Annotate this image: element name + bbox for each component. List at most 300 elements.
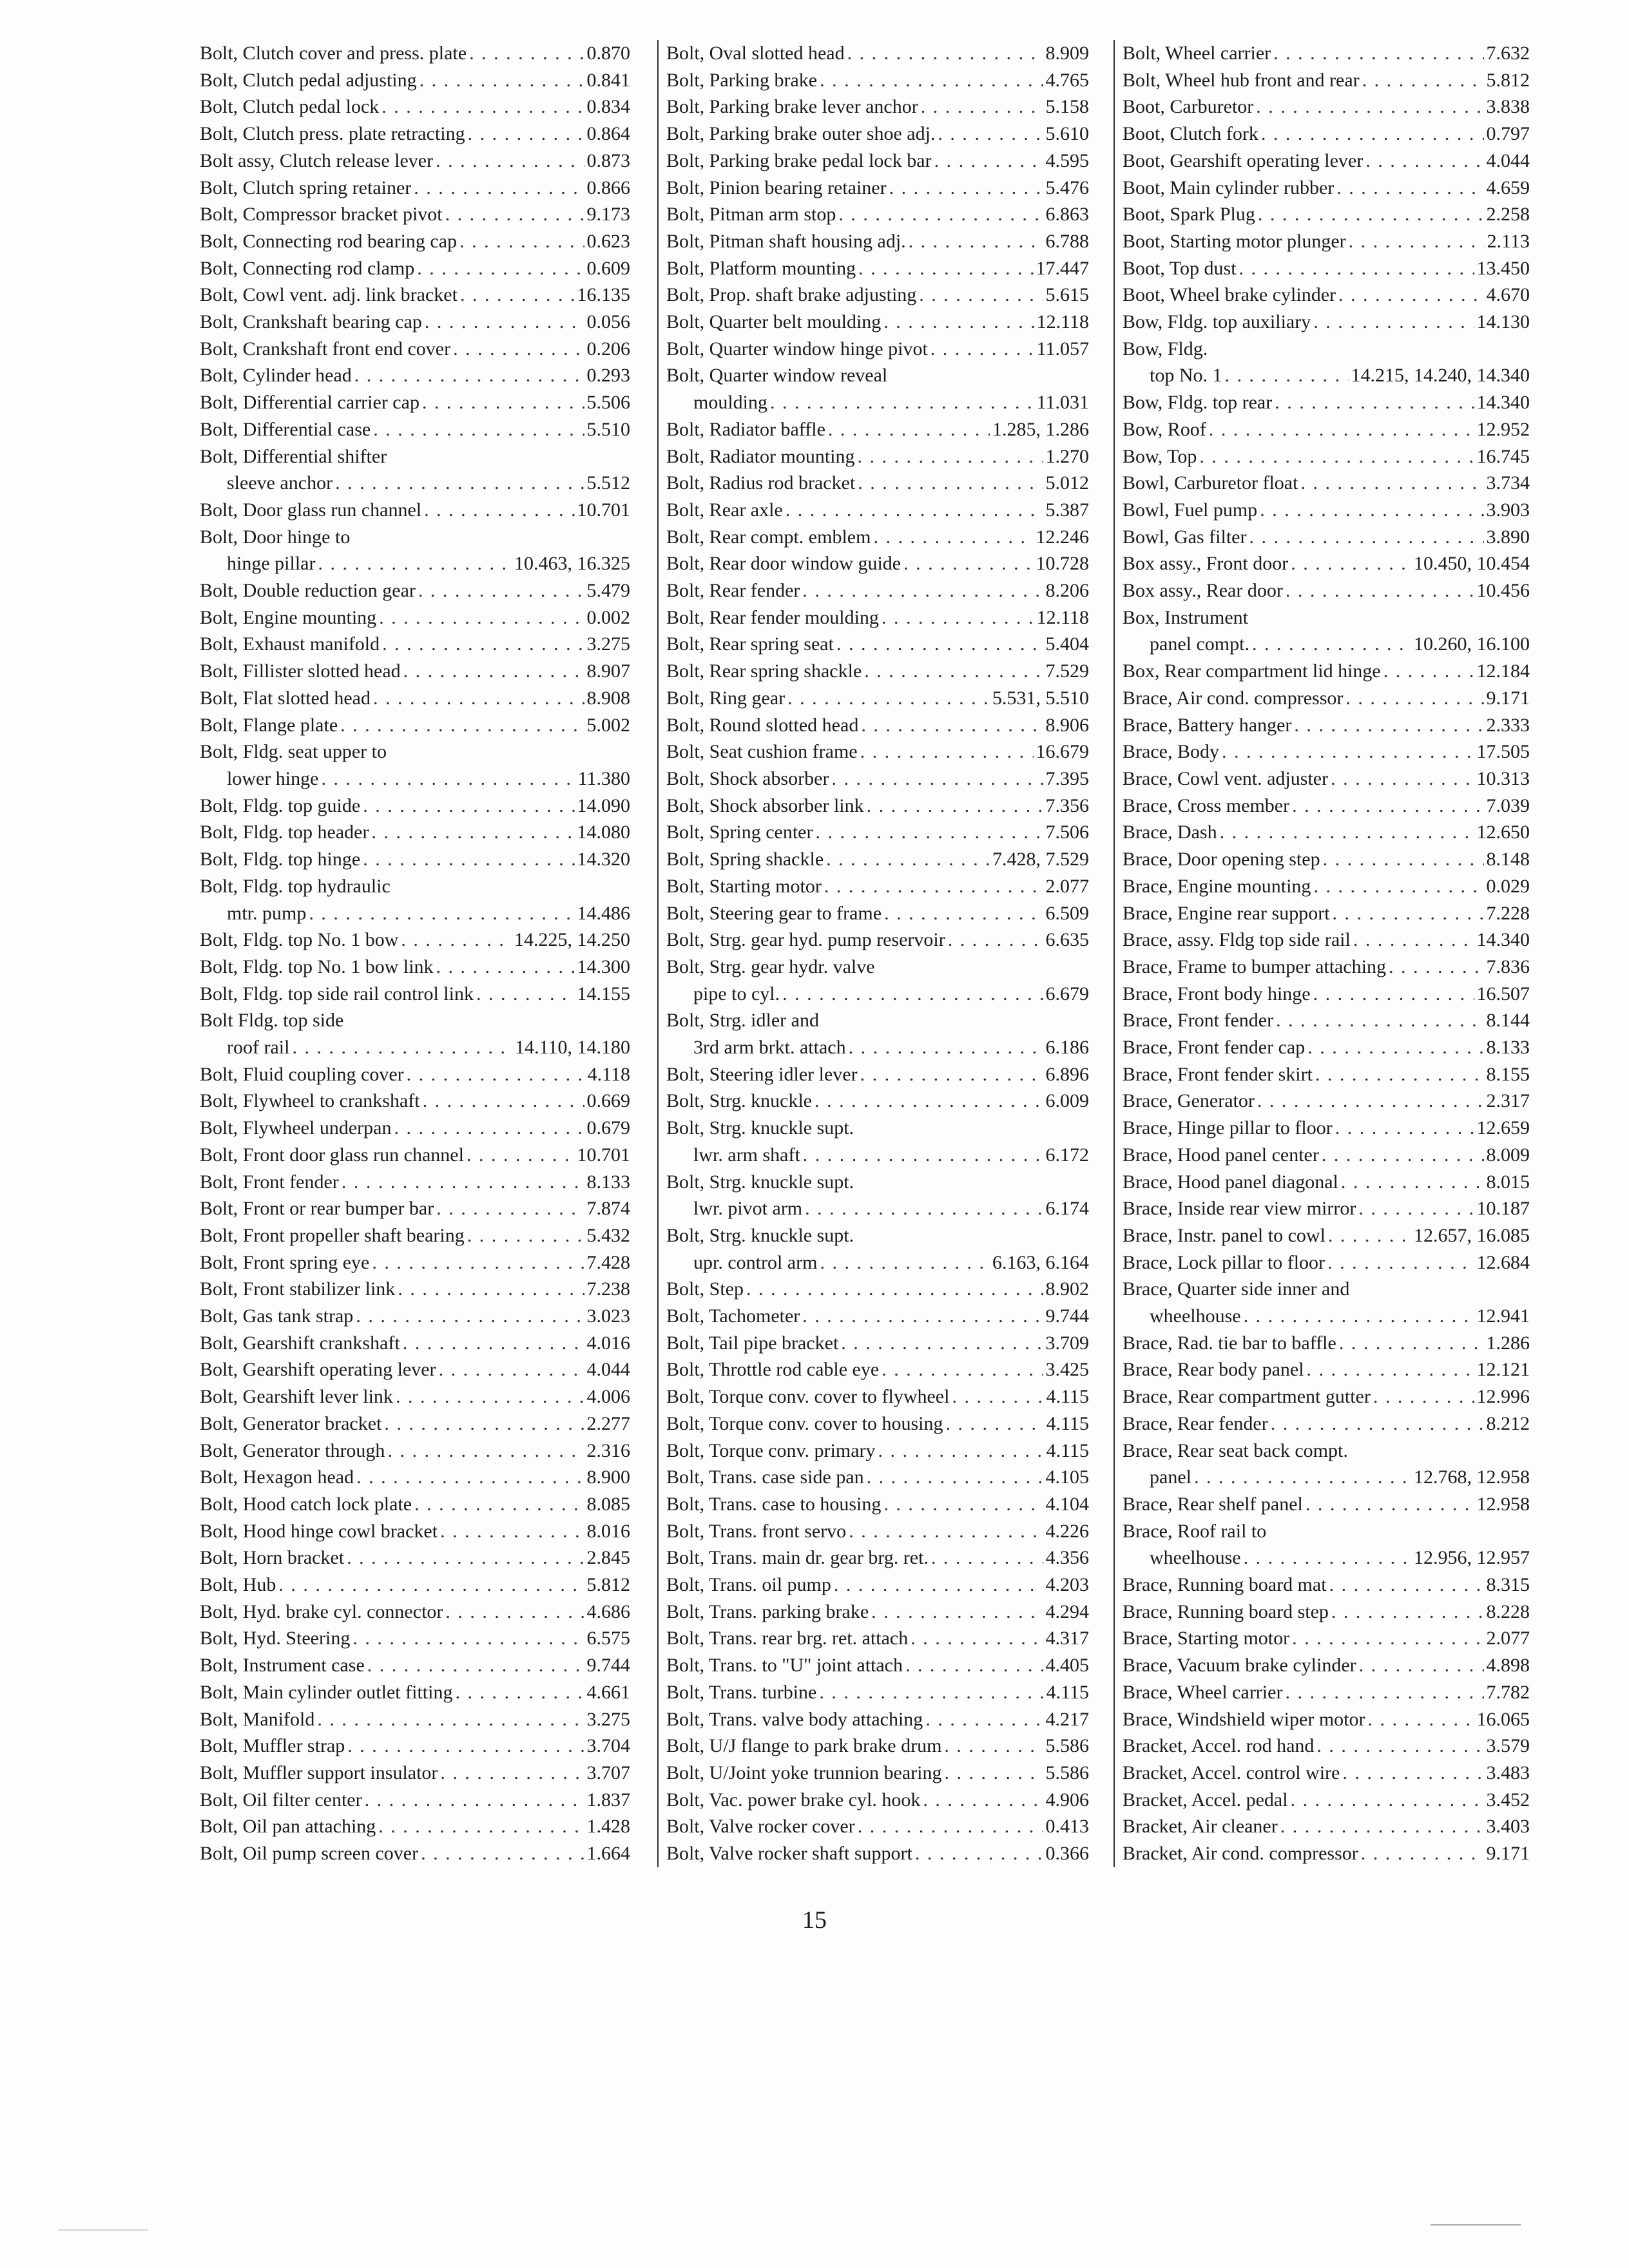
entry-reference: 2.333 (1486, 714, 1530, 736)
index-entry (666, 1599, 1089, 1626)
entry-reference: 8.085 (586, 1493, 630, 1515)
entry-term: Bolt, Front stabilizer link (200, 1278, 396, 1300)
entry-term: Bolt, Torque conv. primary (666, 1439, 876, 1461)
index-entry (1123, 1383, 1530, 1410)
dot-leader (1389, 954, 1483, 981)
entry-term: Bolt, Front spring eye (200, 1251, 370, 1273)
entry-reference: 2.845 (586, 1547, 630, 1569)
index-entry (1123, 846, 1530, 873)
index-entry (666, 658, 1089, 685)
entry-reference: 5.510 (586, 418, 630, 440)
entry-term: Bolt, Spring shackle (666, 849, 824, 870)
index-entry (666, 1491, 1089, 1518)
index-entry (1123, 577, 1530, 604)
entry-line (666, 631, 1089, 658)
entry-line (1123, 1840, 1530, 1867)
entry-reference: 12.941 (1476, 1305, 1530, 1327)
entry-line (1123, 1491, 1530, 1518)
dot-leader (1220, 819, 1474, 846)
index-entry (1123, 1571, 1530, 1599)
entry-term: Bolt, Hood hinge cowl bracket (200, 1520, 438, 1542)
entry-line (666, 1276, 1089, 1303)
entry-term: Bolt, Main cylinder outlet fitting (200, 1681, 453, 1703)
entry-line (200, 1625, 630, 1652)
index-entry (666, 819, 1089, 846)
index-entry (200, 1088, 630, 1115)
entry-term: lower hinge (227, 767, 319, 789)
entry-line (666, 120, 1089, 148)
entry-line (666, 470, 1089, 497)
entry-term: Bolt, Hexagon head (200, 1466, 354, 1488)
index-entry (1123, 1706, 1530, 1733)
entry-reference: 5.531, 5.510 (992, 687, 1089, 709)
entry-reference: 4.118 (587, 1063, 630, 1085)
dot-leader (867, 1464, 1043, 1491)
entry-reference: 10.450, 10.454 (1414, 553, 1530, 575)
entry-term: Bolt, Vac. power brake cyl. hook (666, 1789, 921, 1811)
entry-reference: 5.387 (1045, 499, 1089, 521)
entry-reference: 1.837 (586, 1789, 630, 1811)
entry-term: Bolt, Compressor bracket pivot (200, 204, 443, 226)
dot-leader (1331, 765, 1474, 793)
entry-term: Bolt, Front door glass run channel (200, 1144, 464, 1166)
entry-line (200, 228, 630, 255)
dot-leader (803, 1142, 1043, 1169)
entry-term: Bolt, Clutch press. plate retracting (200, 123, 465, 145)
dot-leader (347, 1544, 584, 1571)
dot-leader (1273, 40, 1483, 67)
index-entry (200, 846, 630, 873)
entry-term: Bolt, Clutch cover and press. plate (200, 43, 467, 64)
entry-line (1123, 120, 1530, 148)
entry-line (666, 550, 1089, 577)
entry-line (1123, 1169, 1530, 1196)
dot-leader (860, 738, 1034, 765)
entry-term: Boot, Gearshift operating lever (1123, 149, 1364, 171)
entry-line (200, 255, 630, 282)
entry-reference: 8.909 (1045, 43, 1089, 64)
entry-term: Bolt, Strg. idler and (666, 1010, 819, 1032)
index-entry (200, 201, 630, 228)
entry-term: Bolt, Instrument case (200, 1655, 365, 1677)
entry-reference: 3.838 (1486, 96, 1530, 118)
entry-line (200, 685, 630, 712)
entry-line (1123, 900, 1530, 927)
entry-reference: 2.277 (586, 1412, 630, 1434)
entry-reference: 4.105 (1045, 1466, 1089, 1488)
entry-term: Bolt, Connecting rod bearing cap (200, 230, 458, 252)
index-entry (666, 1061, 1089, 1088)
entry-term: Bracket, Accel. pedal (1123, 1789, 1288, 1811)
index-entry (666, 1733, 1089, 1760)
entry-term: Brace, Engine mounting (1123, 875, 1311, 897)
dot-leader (1361, 1840, 1484, 1867)
entry-line (200, 148, 630, 175)
entry-term: Bolt, Parking brake outer shoe adj. (666, 123, 936, 145)
dot-leader (1322, 1142, 1484, 1169)
entry-line (200, 1330, 630, 1357)
entry-reference: 16.745 (1476, 445, 1530, 467)
entry-reference: 12.952 (1476, 418, 1530, 440)
dot-leader (467, 1222, 584, 1249)
entry-term: Bolt, Starting motor (666, 875, 822, 897)
dot-leader (460, 282, 575, 309)
entry-term: Brace, Starting motor (1123, 1628, 1290, 1649)
entry-line (666, 1330, 1089, 1357)
dot-leader (453, 336, 584, 363)
entry-term: Bolt, Strg. knuckle (666, 1090, 813, 1112)
entry-line (200, 282, 630, 309)
index-entry (200, 981, 630, 1008)
index-entry (666, 873, 1089, 900)
entry-term: pipe to cyl. (693, 983, 780, 1004)
dot-leader (317, 1706, 584, 1733)
entry-term: Bolt, Round slotted head (666, 714, 859, 736)
entry-reference: 1.664 (586, 1843, 630, 1865)
entry-term: Bolt, Oil pan attaching (200, 1816, 376, 1838)
dot-leader (468, 120, 584, 148)
entry-line (1123, 1760, 1530, 1787)
dot-leader (873, 524, 1033, 551)
index-entry (200, 954, 630, 981)
entry-reference: 4.686 (586, 1600, 630, 1622)
entry-line (200, 1195, 630, 1222)
entry-term: sleeve anchor (227, 472, 333, 494)
entry-line (200, 1222, 630, 1249)
entry-line (666, 1437, 1089, 1465)
entry-reference: 4.356 (1045, 1547, 1089, 1569)
entry-line (200, 1437, 630, 1465)
entry-reference: 10.313 (1476, 767, 1530, 789)
entry-line (200, 1840, 630, 1867)
entry-term: Brace, Dash (1123, 822, 1217, 843)
dot-leader (1258, 201, 1484, 228)
index-entry (1123, 120, 1530, 148)
index-entry (200, 1061, 630, 1088)
index-entry (666, 900, 1089, 927)
entry-line (1123, 497, 1530, 524)
entry-reference: 5.610 (1045, 123, 1089, 145)
entry-line (200, 846, 630, 873)
entry-line (200, 1544, 630, 1571)
index-entry (666, 1437, 1089, 1465)
dot-leader (861, 712, 1043, 739)
entry-reference: 4.006 (586, 1386, 630, 1408)
entry-reference: 14.300 (577, 956, 630, 977)
index-entry (200, 1303, 630, 1330)
entry-term: Bolt assy, Clutch release lever (200, 149, 434, 171)
entry-term: Bolt, Exhaust manifold (200, 633, 380, 655)
entry-term: Bolt, Fldg. top hinge (200, 849, 361, 870)
entry-line (1123, 1813, 1530, 1840)
entry-reference: 12.996 (1476, 1386, 1530, 1408)
dot-leader (1313, 981, 1474, 1008)
entry-line (1123, 927, 1530, 954)
entry-term: Bolt, Manifold (200, 1708, 315, 1730)
dot-leader (1276, 1007, 1483, 1034)
entry-term: Brace, Air cond. compressor (1123, 687, 1344, 709)
entry-term: Brace, Front fender cap (1123, 1037, 1306, 1059)
entry-line (666, 712, 1089, 739)
index-entry (1123, 282, 1530, 309)
dot-leader (309, 900, 574, 927)
entry-reference: 8.907 (586, 660, 630, 682)
index-entry (1123, 981, 1530, 1008)
entry-line (666, 148, 1089, 175)
entry-term: Bolt, Generator through (200, 1439, 385, 1461)
dot-leader (1291, 550, 1411, 577)
entry-term: Bolt, Hub (200, 1574, 276, 1596)
entry-reference: 14.340 (1476, 392, 1530, 414)
dot-leader (467, 1142, 575, 1169)
index-entry (1123, 1115, 1530, 1142)
dot-leader (883, 1491, 1043, 1518)
entry-reference: 14.110, 14.180 (515, 1037, 630, 1059)
dot-leader (815, 819, 1043, 846)
entry-line (1123, 954, 1530, 981)
entry-term: Bolt, Rear door window guide (666, 553, 901, 575)
entry-term: moulding (693, 392, 768, 414)
entry-reference: 12.118 (1036, 311, 1089, 333)
entry-line (666, 873, 1089, 900)
index-entry (1123, 793, 1530, 820)
dot-leader (867, 793, 1043, 820)
entry-reference: 5.506 (586, 392, 630, 414)
index-entry (666, 282, 1089, 309)
entry-term: Brace, Rear shelf panel (1123, 1493, 1303, 1515)
entry-term: mtr. pump (227, 902, 307, 924)
dot-leader (1383, 658, 1474, 685)
entry-term: Bolt, Parking brake pedal lock bar (666, 149, 932, 171)
entry-term: Brace, Generator (1123, 1090, 1255, 1112)
entry-reference: 7.836 (1486, 956, 1530, 977)
dot-leader (1336, 175, 1483, 202)
dot-leader (1294, 712, 1483, 739)
entry-term: Bracket, Air cleaner (1123, 1816, 1278, 1838)
entry-line (1123, 1088, 1530, 1115)
entry-line (666, 685, 1089, 712)
index-entry (200, 120, 630, 148)
entry-term: Brace, assy. Fldg top side rail (1123, 929, 1351, 951)
entry-reference: 0.841 (586, 69, 630, 91)
entry-reference: 10.701 (577, 499, 630, 521)
dot-leader (1306, 1491, 1474, 1518)
entry-reference: 4.661 (586, 1681, 630, 1703)
entry-term: Bolt, Fldg. seat upper to (200, 741, 387, 763)
dot-leader (1339, 1330, 1484, 1357)
index-entry (666, 120, 1089, 148)
entry-term: Bolt, Strg. knuckle supt. (666, 1117, 854, 1139)
dot-leader (1333, 900, 1484, 927)
entry-reference: 10.701 (577, 1144, 630, 1166)
entry-reference: 12.684 (1476, 1251, 1530, 1273)
entry-reference: 5.812 (586, 1574, 630, 1596)
index-entry (200, 1840, 630, 1867)
dot-leader (934, 148, 1043, 175)
entry-term: Brace, Rear body panel (1123, 1359, 1304, 1381)
index-entry (200, 443, 630, 497)
index-entry (200, 1625, 630, 1652)
entry-line (200, 1142, 630, 1169)
entry-reference: 0.366 (1045, 1843, 1089, 1865)
dot-leader (858, 1813, 1043, 1840)
entry-line (666, 1383, 1089, 1410)
entry-line (200, 1464, 630, 1491)
index-entry (200, 793, 630, 820)
entry-term: Bolt, Torque conv. cover to housing (666, 1412, 943, 1434)
index-entry (200, 1706, 630, 1733)
entry-term: Bolt, Radiator baffle (666, 418, 825, 440)
entry-reference: 8.902 (1045, 1278, 1089, 1300)
entry-line (666, 1356, 1089, 1383)
entry-line (1123, 1330, 1530, 1357)
entry-term: Bolt, Gearshift operating lever (200, 1359, 436, 1381)
index-entry (200, 389, 630, 416)
entry-reference: 3.452 (1486, 1789, 1530, 1811)
dot-leader (1313, 873, 1483, 900)
entry-line (1123, 416, 1530, 443)
dot-leader (335, 470, 584, 497)
entry-term: Bolt, Gas tank strap (200, 1305, 354, 1327)
entry-reference: 7.238 (586, 1278, 630, 1300)
entry-reference: 8.016 (586, 1520, 630, 1542)
index-entry (666, 631, 1089, 658)
dot-leader (352, 1625, 584, 1652)
dot-leader (1292, 1625, 1483, 1652)
dot-leader (373, 685, 584, 712)
entry-term: Brace, Cowl vent. adjuster (1123, 767, 1329, 789)
entry-line (1123, 738, 1530, 765)
entry-term: top No. 1 (1150, 365, 1222, 387)
dot-leader (919, 282, 1043, 309)
index-entry (666, 550, 1089, 577)
entry-line (666, 336, 1089, 363)
entry-term: Bracket, Accel. rod hand (1123, 1735, 1315, 1757)
dot-leader (925, 1706, 1043, 1733)
entry-line (1123, 201, 1530, 228)
index-entry (666, 927, 1089, 954)
entry-line (666, 981, 1089, 1008)
entry-line (1123, 1383, 1530, 1410)
entry-reference: 3.275 (586, 633, 630, 655)
entry-line (1123, 1706, 1530, 1733)
index-entry (666, 1169, 1089, 1222)
index-entry (666, 577, 1089, 604)
dot-leader (944, 1760, 1043, 1787)
entry-reference: 12.650 (1476, 822, 1530, 843)
entry-reference: 14.486 (577, 902, 630, 924)
dot-leader (923, 1787, 1043, 1814)
dot-leader (841, 1330, 1043, 1357)
entry-term: Bowl, Gas filter (1123, 526, 1247, 548)
index-entry (200, 685, 630, 712)
entry-line (200, 1115, 630, 1142)
entry-reference: 9.744 (1045, 1305, 1089, 1327)
entry-term: Box, Rear compartment lid hinge (1123, 660, 1381, 682)
index-entry (666, 175, 1089, 202)
scan-mark-left (58, 2229, 148, 2231)
entry-term: Bolt, Rear fender (666, 580, 800, 602)
entry-line (666, 1760, 1089, 1787)
entry-reference: 0.609 (586, 257, 630, 279)
dot-leader (1342, 1760, 1483, 1787)
entry-line (200, 1034, 630, 1061)
entry-reference: 4.115 (1046, 1681, 1089, 1703)
entry-line (200, 309, 630, 336)
entry-term: Brace, Door opening step (1123, 849, 1320, 870)
entry-term: Brace, Battery hanger (1123, 714, 1292, 736)
entry-reference: 0.002 (586, 606, 630, 628)
entry-term: Brace, Roof rail to (1123, 1520, 1267, 1542)
dot-leader (864, 658, 1043, 685)
dot-leader (1286, 577, 1474, 604)
index-entry (666, 416, 1089, 443)
dot-leader (440, 1760, 584, 1787)
entry-reference: 4.405 (1045, 1655, 1089, 1677)
entry-term: Bolt, Double reduction gear (200, 580, 416, 602)
entry-line (666, 67, 1089, 94)
dot-leader (1316, 1733, 1483, 1760)
dot-leader (1300, 470, 1483, 497)
index-entry (1123, 148, 1530, 175)
entry-term: Brace, Wheel carrier (1123, 1681, 1283, 1703)
entry-reference: 4.898 (1486, 1655, 1530, 1677)
index-entry (666, 443, 1089, 470)
dot-leader (419, 67, 584, 94)
dot-leader (398, 1276, 584, 1303)
entry-term: Bolt, Oval slotted head (666, 43, 845, 64)
entry-line (666, 846, 1089, 873)
entry-term: Bolt, Connecting rod clamp (200, 257, 415, 279)
entry-reference: 12.956, 12.957 (1414, 1547, 1530, 1569)
entry-term: Bolt, Hyd. brake cyl. connector (200, 1600, 443, 1622)
dot-leader (1315, 1061, 1484, 1088)
dot-leader (394, 1115, 584, 1142)
entry-term: Bolt, Strg. gear hydr. valve (666, 956, 875, 977)
entry-term: Brace, Quarter side inner and (1123, 1278, 1350, 1300)
entry-term: Bolt, Rear compt. emblem (666, 526, 871, 548)
entry-line (200, 175, 630, 202)
index-entry (666, 1222, 1089, 1276)
entry-reference: 5.512 (586, 472, 630, 494)
entry-term: Bolt, Front or rear bumper bar (200, 1198, 434, 1220)
entry-line (200, 765, 630, 793)
entry-reference: 6.896 (1045, 1063, 1089, 1085)
dot-leader (1373, 1383, 1474, 1410)
dot-leader (1307, 1034, 1483, 1061)
index-entry (1123, 228, 1530, 255)
dot-leader (858, 443, 1043, 470)
entry-term: Bolt, Fldg. top No. 1 bow (200, 929, 399, 951)
index-entry (666, 470, 1089, 497)
entry-term: Bolt, Generator bracket (200, 1412, 382, 1434)
entry-line (666, 793, 1089, 820)
entry-line (666, 1303, 1089, 1330)
index-entry (200, 1787, 630, 1814)
dot-leader (363, 793, 574, 820)
dot-leader (425, 309, 584, 336)
dot-leader (1328, 1222, 1411, 1249)
entry-reference: 0.797 (1486, 123, 1530, 145)
entry-reference: 16.507 (1476, 983, 1530, 1004)
index-entry (666, 1007, 1089, 1061)
index-entry (666, 1652, 1089, 1679)
entry-line (1123, 1787, 1530, 1814)
index-entry (1123, 873, 1530, 900)
index-entry (666, 793, 1089, 820)
entry-line (666, 416, 1089, 443)
entry-term: Bolt, Valve rocker shaft support (666, 1843, 912, 1865)
